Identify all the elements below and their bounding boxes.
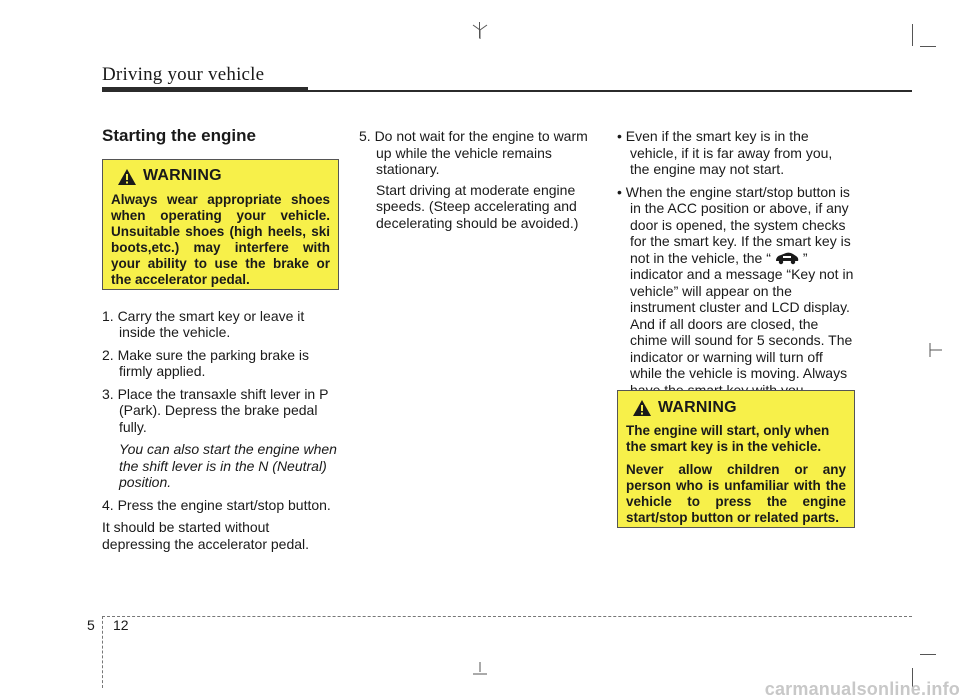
warning-label: WARNING: [143, 167, 222, 185]
crop-mark-top-center-glyph: [470, 20, 490, 40]
crop-mark-bottom-center-glyph: [470, 660, 490, 680]
warning-triangle-icon: [632, 399, 652, 417]
step-3: 3. Place the transaxle shift lever in P (Park). Depress the brake pedal fully.: [102, 385, 329, 435]
step-5-sub: Start driving at moderate engine speeds. (Steep accelerating and decelerating should be avoided.): [376, 181, 579, 231]
footer-dashed-divider: [102, 616, 103, 688]
after-step-4: It should be started without depressing the accelerator pedal.: [102, 519, 310, 552]
crop-mark-top-right-v: [912, 24, 913, 46]
step-5: 5. Do not wait for the engine to warm up while the vehicle remains stationary.: [359, 128, 588, 177]
warning-text-right-2: Never allow children or any person who is unfamiliar with the vehicle to press the engine start/stop button or related parts.: [626, 462, 846, 525]
step-3-note: You can also start the engine when the shift lever is in the N (Neutral) position.: [119, 441, 337, 490]
bullet-2: • When the engine start/stop button is in the ACC position or above, if any door is opened, the system checks for the smart key. If the smart key is not in the vehicle, the “ ” indicator and a message “Key not in vehicle” will appear on the instrument cluster and LCD display. And if all doors are closed, the chime will sound for 5 seconds. The indicator or warning will turn off while the vehicle is moving. Always: [617, 184, 855, 399]
warning-label-right: WARNING: [658, 399, 737, 416]
header-rule-thin: [308, 90, 912, 92]
section-title: Starting the engine: [102, 126, 256, 145]
middle-column: [359, 128, 599, 231]
smart-key-icon: [774, 251, 800, 265]
warning-text: Always wear appropriate shoes when operating your vehicle. Unsuitable shoes (high heels, ski boots,etc.) may interfere with your ability to use the brake or the accelerator pedal.: [111, 191, 330, 287]
footer-dashed-rule: [102, 616, 912, 617]
page-number: 12: [113, 617, 129, 633]
header-rule-thick: [102, 87, 308, 92]
warning-box-right: [617, 390, 855, 528]
warning-header: [111, 168, 330, 186]
step-4: 4. Press the engine start/stop button.: [102, 496, 331, 513]
step-1: 1. Carry the smart key or leave it inside the vehicle.: [102, 307, 305, 340]
watermark: carmanualsonline.info: [764, 679, 960, 699]
crop-mark-bottom-right-h: [920, 654, 936, 655]
header-title: Driving your vehicle: [102, 64, 265, 85]
warning-box-left: [102, 159, 339, 290]
crop-mark-right-center-glyph: [924, 340, 944, 360]
crop-mark-top-right-h: [920, 46, 936, 47]
warning-text-right-1: The engine will start, only when the smart key is in the vehicle.: [626, 423, 830, 454]
warning-triangle-icon: [117, 168, 137, 186]
warning-header-right: [626, 399, 846, 417]
bullet-1-text: Even if the smart key is in the vehicle, if it is far away from you, the engine may not start.: [625, 128, 833, 177]
page-chapter: 5: [87, 617, 95, 633]
step-2: 2. Make sure the parking brake is firmly applied.: [102, 346, 309, 379]
right-column: [617, 128, 855, 404]
bullet-1: • Even if the smart key is in the vehicle, if it is far away from you, the engine may not start.: [617, 128, 833, 177]
bullet-2-text-before: When the engine start/stop button is in the ACC position or above, if any door is opened, the system checks for the smart key. If the smart key is not in the vehicle, the “: [625, 183, 851, 266]
left-column: [102, 128, 339, 560]
bullet-2-text-after: ” indicator and a message “Key not in vehicle” will appear on the instrument cluster and LCD display. And if all doors are closed, the chime will sound for 5 seconds. The indicator or warning will turn off while the vehicle is moving. Always: [630, 249, 854, 381]
